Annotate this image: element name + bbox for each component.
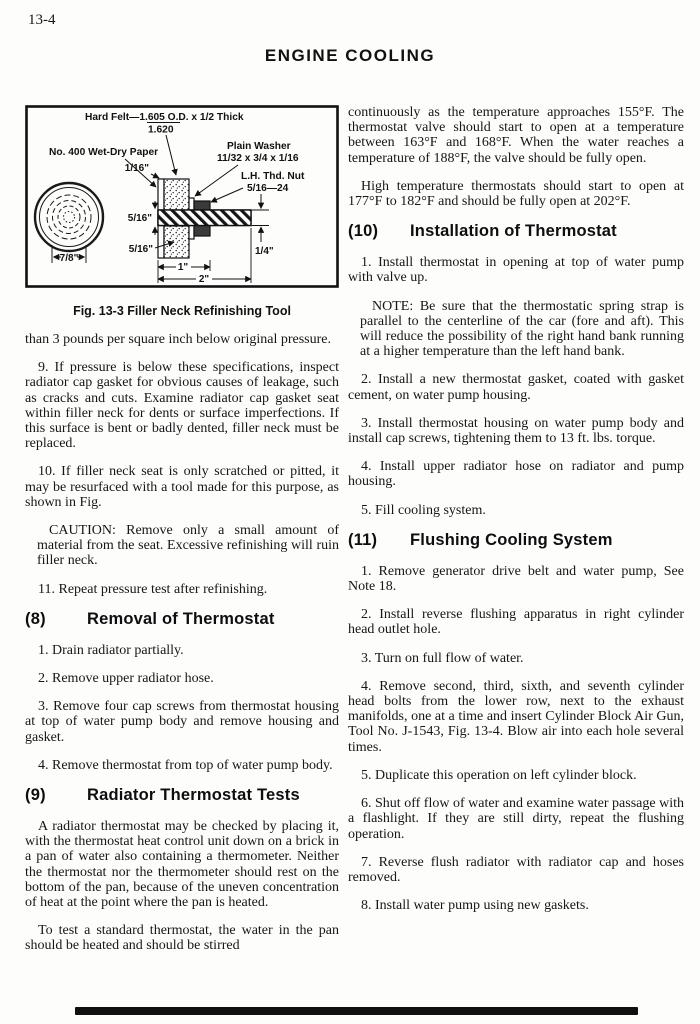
section-number: (9) [25, 786, 46, 805]
thermostat-test-paragraph-2: To test a standard thermostat, the water in the pan should be heated and should be stirred [25, 923, 339, 954]
two-column-layout [0, 105, 700, 954]
flush-step-5: 5. Duplicate this operation on left cylinder block. [361, 767, 637, 783]
filler-neck-tool-diagram [25, 105, 339, 288]
step-11: 11. Repeat pressure test after refinishing. [38, 581, 268, 597]
thermostat-test-paragraph: A radiator thermostat may be checked by placing it, with the thermostat heat control unit down on a brick in a pan of water also containing a thermometer. Neither the thermostat nor the thermometer should rest on the bottom of the pan, because of the uneven concentration of heat at the point where the pan is heated. [25, 819, 339, 911]
dim-1-16-arrow [151, 174, 159, 178]
left-column [25, 105, 339, 954]
hard-felt-leader [166, 135, 176, 175]
section-heading-10 [348, 222, 684, 241]
section-title: Removal of Thermostat [87, 609, 275, 628]
flush-step-3: 3. Turn on full flow of water. [361, 650, 524, 666]
lower-felt-block [164, 226, 189, 258]
section-heading-8 [25, 610, 339, 629]
section-number: (11) [348, 530, 378, 549]
flush-step-6: 6. Shut off flow of water and examine water passage with a flashlight. If they are still dirty, repeat the flushing operation. [348, 796, 684, 842]
dim-1in-label: 1" [177, 262, 189, 273]
dim-1-16-label: 1/16" [124, 163, 149, 174]
flush-step-2: 2. Install reverse flushing apparatus in right cylinder head outlet hole. [348, 607, 684, 638]
section-number: (10) [348, 222, 379, 241]
section-title: Flushing Cooling System [410, 530, 613, 549]
dim-2in-label: 2" [198, 274, 210, 285]
figure-filler-neck-tool [25, 105, 339, 318]
figure-label-washer-2: 11/32 x 3/4 x 1/16 [217, 153, 299, 164]
removal-step-1: 1. Drain radiator partially. [38, 642, 184, 658]
figure-label-nut-2: 5/16—24 [247, 183, 289, 194]
flush-step-8: 8. Install water pump using new gaskets. [361, 898, 589, 914]
install-step-3: 3. Install thermostat housing on water pump body and install cap screws, tightening them to 13 ft. lbs. torque. [348, 415, 684, 447]
install-step-1: 1. Install thermostat in opening at top of water pump with valve up. [348, 255, 684, 286]
removal-step-2: 2. Remove upper radiator hose. [38, 671, 214, 687]
figure-caption: Fig. 13-3 Filler Neck Refinishing Tool [73, 304, 291, 318]
section-title: Radiator Thermostat Tests [87, 786, 300, 805]
step-9: 9. If pressure is below these specifications, inspect radiator cap gasket for obvious causes of leakage, such as cracks and cuts. Examine radiator cap gasket seat within filler neck for dents or surface imperfections. If this surface is bent or badly dented, filler neck must be replaced. [25, 360, 339, 452]
caution-note: CAUTION: Remove only a small amount of material from the seat. Excessive refinishing will ruin filler neck. [37, 523, 339, 569]
section-heading-9 [25, 786, 339, 805]
section-title: Installation of Thermostat [410, 222, 617, 241]
scan-edge-artifact [75, 1007, 638, 1015]
dim-7-8-label: 7/8" [59, 253, 79, 264]
felt-disc-front-view [35, 183, 103, 263]
figure-label-nut-1: L.H. Thd. Nut [241, 171, 305, 182]
figure-label-od-lower: 1.620 [148, 124, 174, 136]
install-step-5: 5. Fill cooling system. [361, 502, 486, 518]
removal-step-4: 4. Remove thermostat from top of water pump body. [38, 757, 333, 773]
step-10: 10. If filler neck seat is only scratched or pitted, it may be resurfaced with a tool made for this purpose, as shown in Fig. [25, 464, 339, 510]
figure-label-washer-1: Plain Washer [227, 141, 291, 152]
section-number: (8) [25, 609, 46, 628]
figure-label-hard-felt: Hard Felt—1.605 O.D. x 1/2 Thick [85, 112, 244, 123]
right-column [348, 105, 684, 954]
washer-leader [195, 165, 238, 196]
removal-step-3: 3. Remove four cap screws from thermostat housing at top of water pump body and remove housing and gasket. [25, 699, 339, 745]
dim-1-4-label: 1/4" [255, 246, 274, 257]
paragraph-continued: continuously as the temperature approaches 155°F. The thermostat valve should start to open at a temperature between 163°F and 168°F. When the water reaches a temperature of 188°F, the valve should be fully open. [348, 105, 684, 166]
paragraph-continued: than 3 pounds per square inch below original pressure. [25, 332, 331, 347]
note-block: NOTE: Be sure that the thermostatic spring strap is parallel to the centerline of the car (fore and aft). This will reduce the possibility of the right hand bank running at a higher temperature than the left hand bank. [360, 298, 684, 360]
figure-label-paper: No. 400 Wet-Dry Paper [49, 147, 159, 158]
install-step-2: 2. Install a new thermostat gasket, coated with gasket cement, on water pump housing. [348, 372, 684, 403]
flush-step-7: 7. Reverse flush radiator with radiator cap and hoses removed. [348, 854, 684, 885]
page-title: ENGINE COOLING [264, 46, 436, 65]
flush-step-1: 1. Remove generator drive belt and water pump, See Note 18. [348, 563, 684, 595]
threaded-shaft-hatching [158, 210, 251, 226]
install-step-4: 4. Install upper radiator hose on radiator and pump housing. [348, 459, 684, 490]
upper-felt-block [164, 179, 189, 212]
dim-5-16-shaft-label: 5/16" [127, 213, 152, 224]
high-temp-paragraph: High temperature thermostats should start to open at 177°F to 182°F and should be fully open at 202°F. [348, 178, 684, 210]
section-heading-11 [348, 531, 684, 550]
nut-leader [211, 188, 243, 202]
page-number: 13-4 [28, 12, 56, 28]
dim-5-16-felt-label: 5/16" [128, 244, 153, 255]
flush-step-4: 4. Remove second, third, sixth, and seventh cylinder head bolts from the lower row, next to the exhaust manifolds, one at a time and insert Cylinder Block Air Gun, Tool No. J-1543, Fig. 13-4. Blow air into each hole several times. [348, 678, 684, 755]
